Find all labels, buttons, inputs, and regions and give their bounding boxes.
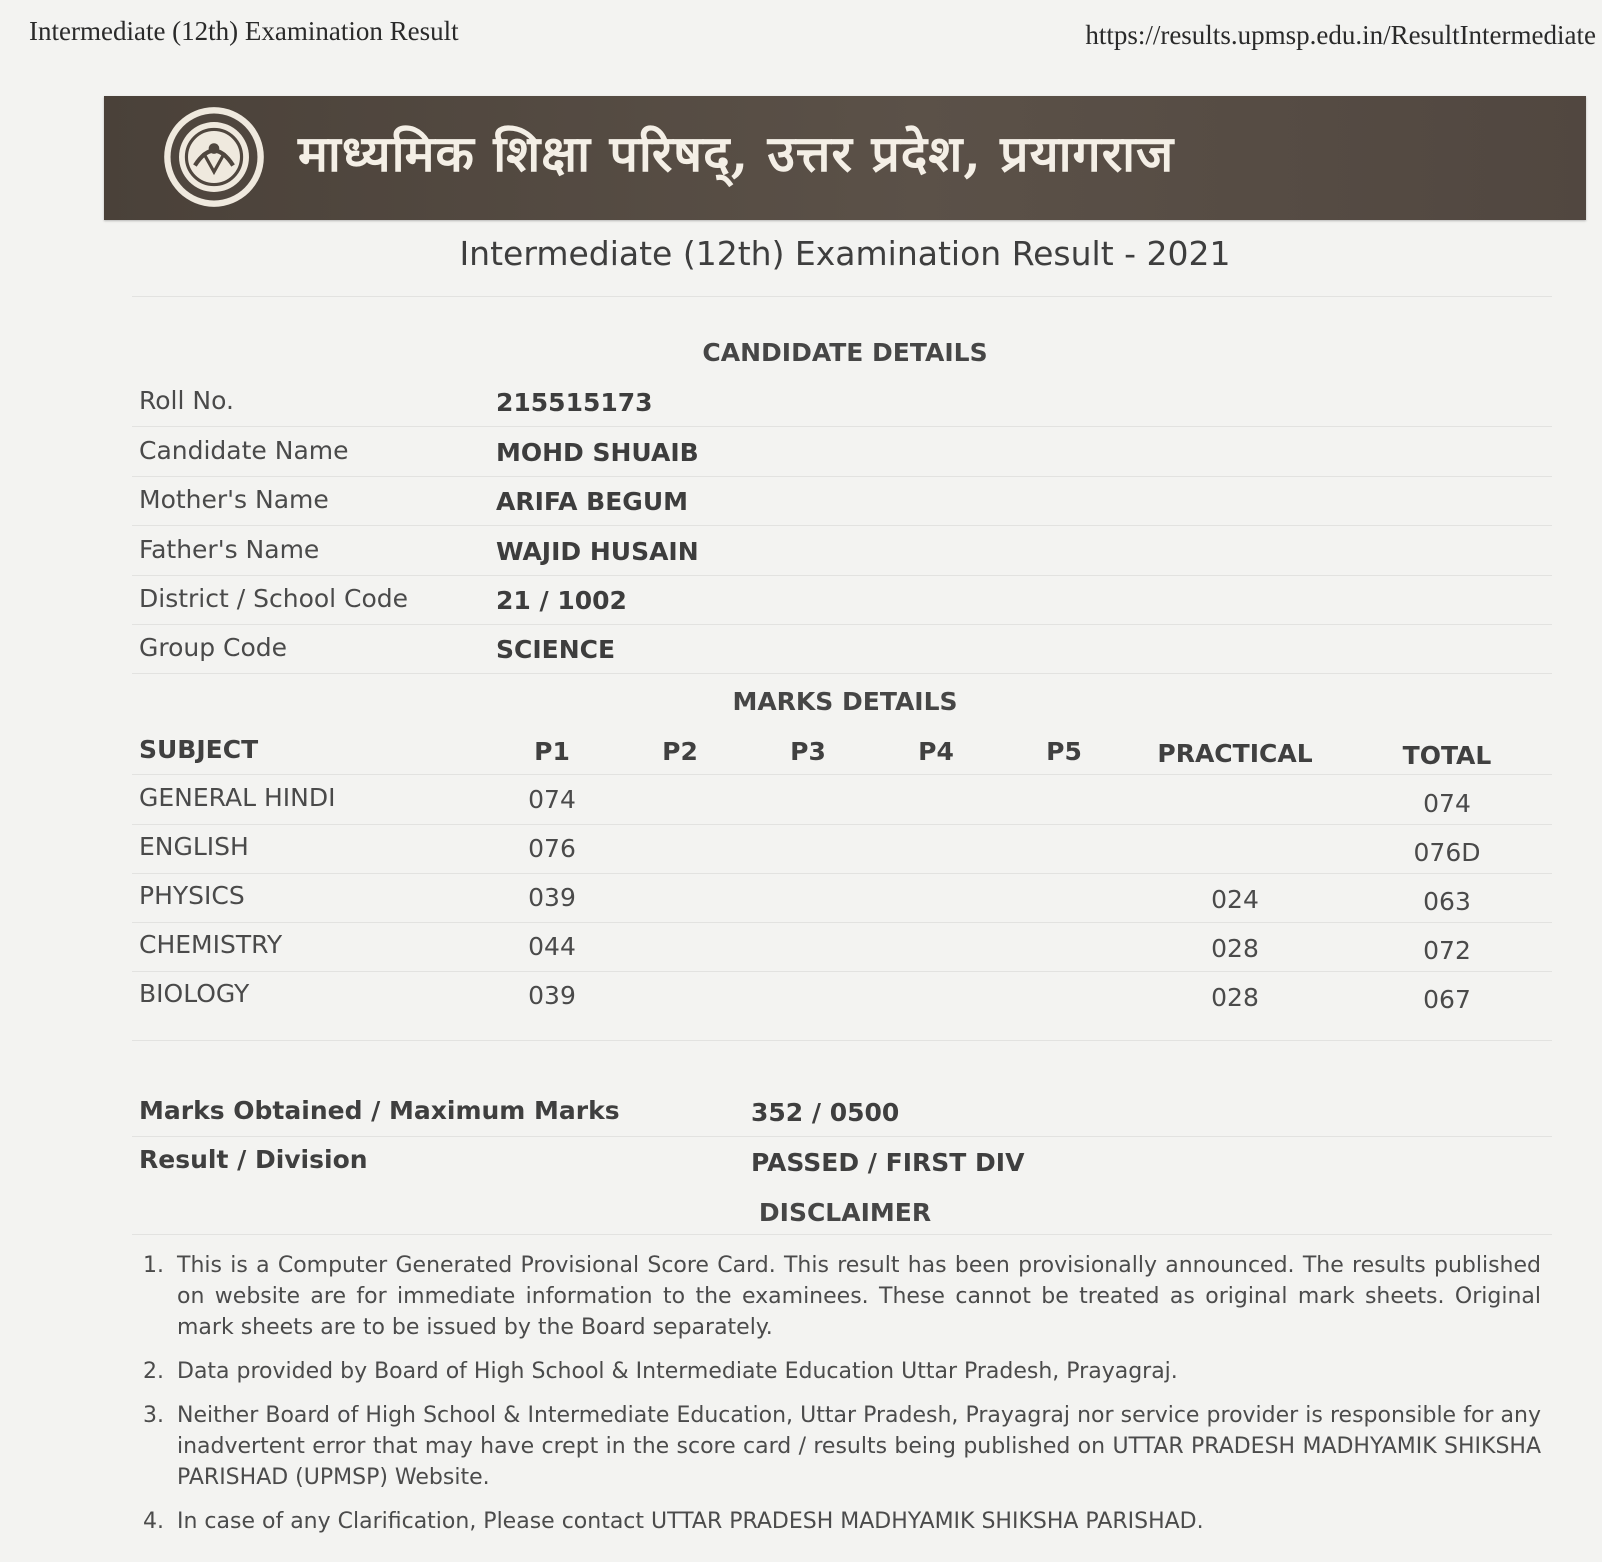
result-division-value: PASSED / FIRST DIV: [751, 1148, 1025, 1177]
disclaimer-list: [143, 1250, 1541, 1550]
disclaimer-heading: DISCLAIMER: [758, 1198, 932, 1227]
divider: [132, 673, 1552, 674]
page-title: Intermediate (12th) Examination Result - 2021: [459, 234, 1231, 273]
roll-no-label: Roll No.: [139, 386, 234, 415]
board-name-hindi: माध्यमिक शिक्षा परिषद्, उत्तर प्रदेश, प्रयागराज: [298, 124, 1175, 183]
disclaimer-text: This is a Computer Generated Provisional Score Card. This result has been provisionally announced. The results published on website are for immediate information to the examinees. These cannot be treated as original mark sheets. Original mark sheets are to be issued by the Board separately.: [177, 1253, 1541, 1340]
divider: [132, 922, 1552, 923]
district-school-code-value: 21 / 1002: [496, 586, 627, 615]
subject-cell: BIOLOGY: [139, 979, 250, 1008]
column-header-p2: P2: [662, 737, 698, 766]
total-cell: 074: [1423, 789, 1471, 818]
column-header-subject: SUBJECT: [139, 735, 259, 764]
divider: [132, 873, 1552, 874]
divider: [132, 1136, 1552, 1137]
divider: [132, 525, 1552, 526]
divider: [132, 824, 1552, 825]
total-cell: 072: [1423, 936, 1471, 965]
divider: [132, 624, 1552, 625]
result-division-label: Result / Division: [139, 1145, 368, 1174]
father-name-label: Father's Name: [139, 535, 320, 564]
list-number: 2.: [143, 1359, 164, 1384]
divider: [132, 1040, 1552, 1041]
column-header-practical: PRACTICAL: [1157, 739, 1313, 768]
subject-cell: PHYSICS: [139, 881, 245, 910]
candidate-details-heading: CANDIDATE DETAILS: [702, 338, 988, 367]
candidate-name-label: Candidate Name: [139, 436, 349, 465]
candidate-name-value: MOHD SHUAIB: [496, 438, 699, 467]
list-item: [143, 1250, 1541, 1343]
marks-details-heading: MARKS DETAILS: [732, 687, 958, 716]
print-page-title: Intermediate (12th) Examination Result: [29, 16, 459, 46]
list-item: [143, 1506, 1541, 1537]
father-name-value: WAJID HUSAIN: [496, 537, 699, 566]
column-header-p3: P3: [790, 737, 826, 766]
list-item: [143, 1400, 1541, 1493]
mother-name-value: ARIFA BEGUM: [496, 487, 688, 516]
disclaimer-text: Neither Board of High School & Intermediate Education, Uttar Pradesh, Prayagraj nor service provider is responsible for any inadvertent error that may have crept in the score card / results being published on UTTAR PRADESH MADHYAMIK SHIKSHA PARISHAD (UPMSP) Website.: [177, 1403, 1541, 1490]
p1-cell: 044: [528, 932, 576, 961]
p1-cell: 074: [528, 785, 576, 814]
practical-cell: 024: [1211, 885, 1259, 914]
divider: [132, 426, 1552, 427]
p1-cell: 039: [528, 883, 576, 912]
divider: [132, 296, 1552, 297]
total-cell: 067: [1423, 985, 1471, 1014]
total-cell: 076D: [1413, 838, 1481, 867]
group-code-value: SCIENCE: [496, 635, 616, 664]
list-item: [143, 1356, 1541, 1387]
subject-cell: ENGLISH: [139, 832, 249, 861]
mother-name-label: Mother's Name: [139, 485, 329, 514]
divider: [132, 476, 1552, 477]
list-number: 1.: [143, 1253, 164, 1278]
column-header-p4: P4: [918, 737, 954, 766]
subject-cell: GENERAL HINDI: [139, 783, 336, 812]
list-number: 4.: [143, 1509, 164, 1534]
list-number: 3.: [143, 1403, 164, 1428]
column-header-p5: P5: [1046, 737, 1082, 766]
column-header-total: TOTAL: [1402, 741, 1492, 770]
disclaimer-text: In case of any Clarification, Please contact UTTAR PRADESH MADHYAMIK SHIKSHA PARISHAD.: [177, 1509, 1204, 1534]
print-page-url: https://results.upmsp.edu.in/ResultIntermediate: [1085, 20, 1596, 50]
up-government-emblem-icon: [161, 104, 267, 210]
divider: [132, 1234, 1552, 1235]
disclaimer-text: Data provided by Board of High School & Intermediate Education Uttar Pradesh, Prayagraj.: [177, 1359, 1178, 1384]
column-header-p1: P1: [534, 737, 570, 766]
district-school-code-label: District / School Code: [139, 584, 409, 613]
marks-obtained-value: 352 / 0500: [751, 1098, 900, 1127]
total-cell: 063: [1423, 887, 1471, 916]
practical-cell: 028: [1211, 934, 1259, 963]
board-banner: [104, 96, 1586, 220]
divider: [132, 774, 1552, 775]
group-code-label: Group Code: [139, 633, 288, 662]
marks-obtained-label: Marks Obtained / Maximum Marks: [139, 1096, 620, 1125]
divider: [132, 575, 1552, 576]
roll-no-value: 215515173: [496, 388, 653, 417]
divider: [132, 971, 1552, 972]
p1-cell: 039: [528, 981, 576, 1010]
p1-cell: 076: [528, 834, 576, 863]
subject-cell: CHEMISTRY: [139, 930, 283, 959]
practical-cell: 028: [1211, 983, 1259, 1012]
